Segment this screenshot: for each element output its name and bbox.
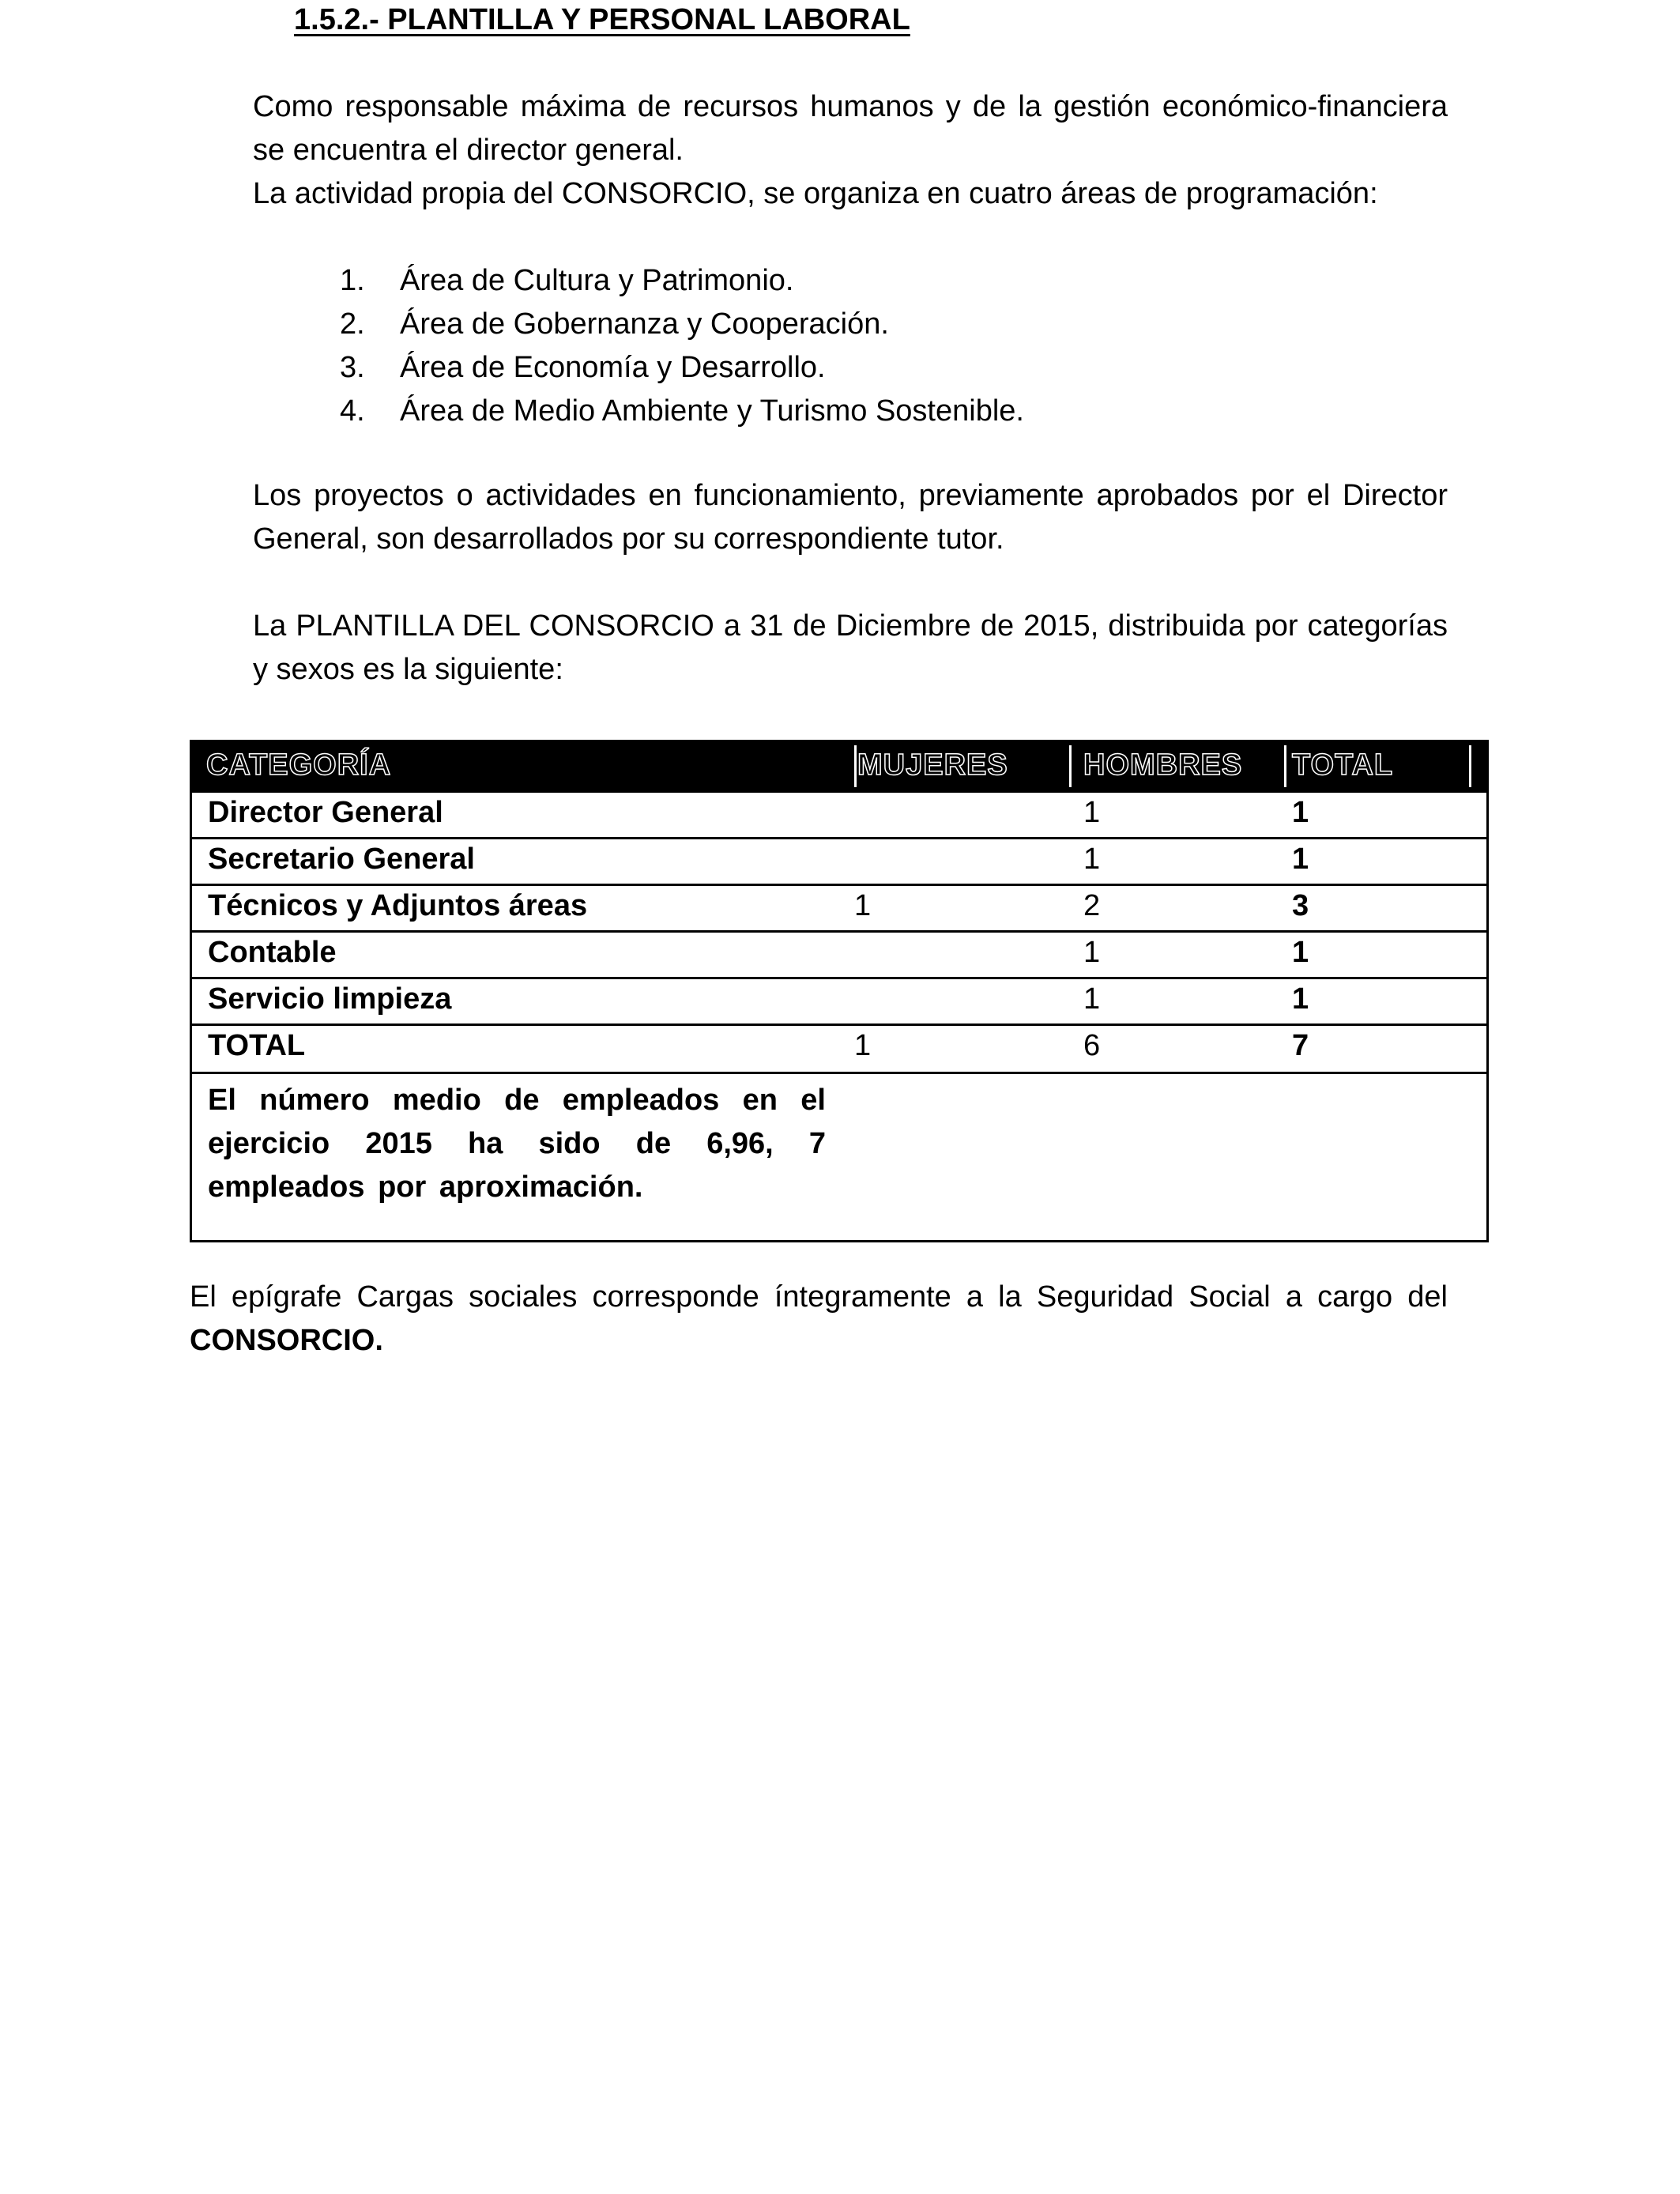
paragraph-activity: La actividad propia del CONSORCIO, se organiza en cuatro áreas de programación: xyxy=(253,177,1378,210)
cell-categoria: Contable xyxy=(208,936,337,969)
list-label: Área de Economía y Desarrollo. xyxy=(400,351,826,384)
header-divider xyxy=(1284,745,1286,787)
header-mujeres: MUJERES xyxy=(857,748,1008,782)
table-row-total xyxy=(192,1023,1486,1070)
cell-categoria: TOTAL xyxy=(208,1029,306,1062)
average-employees-note: El número medio de empleados en el ejercicio 2015 ha sido de 6,96, 7 empleados por aproximación. xyxy=(208,1084,826,1204)
cell-categoria: Secretario General xyxy=(208,843,475,876)
section-heading: 1.5.2.- PLANTILLA Y PERSONAL LABORAL xyxy=(294,3,910,36)
cell-total: 1 xyxy=(1292,843,1309,876)
cell-categoria: Servicio limpieza xyxy=(208,982,452,1016)
header-divider xyxy=(854,745,857,787)
table-row xyxy=(192,884,1486,930)
table-note-row xyxy=(192,1072,1486,1240)
cell-mujeres: 1 xyxy=(854,889,872,922)
staff-table xyxy=(190,740,1489,1242)
header-hombres: HOMBRES xyxy=(1083,748,1243,782)
cell-total: 3 xyxy=(1292,889,1309,922)
table-row xyxy=(192,790,1486,837)
cell-total: 1 xyxy=(1292,796,1309,829)
list-item xyxy=(340,346,1024,390)
paragraph-responsible: Como responsable máxima de recursos humanos y de la gestión económico-financiera se encuentra el director general. xyxy=(253,90,1448,167)
cell-total: 1 xyxy=(1292,982,1309,1016)
list-number: 2. xyxy=(340,307,365,341)
list-item xyxy=(340,390,1024,433)
table-row xyxy=(192,930,1486,977)
list-number: 1. xyxy=(340,264,365,297)
paragraph-projects: Los proyectos o actividades en funcionamiento, previamente aprobados por el Director General, son desarrollados por su correspondiente tutor. xyxy=(253,479,1448,556)
cell-hombres: 1 xyxy=(1083,982,1101,1016)
table-row xyxy=(192,837,1486,884)
cell-hombres: 1 xyxy=(1083,796,1101,829)
cell-mujeres: 1 xyxy=(854,1029,872,1062)
table-row xyxy=(192,977,1486,1023)
paragraph-staff-intro: La PLANTILLA DEL CONSORCIO a 31 de Diciembre de 2015, distribuida por categorías y sexos es la siguiente: xyxy=(253,609,1448,686)
cell-hombres: 6 xyxy=(1083,1029,1101,1062)
cell-hombres: 1 xyxy=(1083,936,1101,969)
cell-categoria: Director General xyxy=(208,796,443,829)
list-item xyxy=(340,303,1024,346)
cell-hombres: 1 xyxy=(1083,843,1101,876)
table-header xyxy=(192,742,1486,790)
list-label: Área de Medio Ambiente y Turismo Sostenible. xyxy=(400,394,1024,428)
paragraph-closing xyxy=(190,1276,1448,1363)
cell-total: 1 xyxy=(1292,936,1309,969)
cell-hombres: 2 xyxy=(1083,889,1101,922)
list-number: 4. xyxy=(340,394,365,428)
list-number: 3. xyxy=(340,351,365,384)
areas-list xyxy=(340,259,1024,433)
header-total: TOTAL xyxy=(1292,748,1394,782)
closing-bold: CONSORCIO. xyxy=(190,1324,383,1357)
cell-total: 7 xyxy=(1292,1029,1309,1062)
list-label: Área de Cultura y Patrimonio. xyxy=(400,264,794,297)
closing-text: El epígrafe Cargas sociales corresponde íntegramente a la Seguridad Social a cargo del xyxy=(190,1280,1448,1314)
header-divider xyxy=(1469,745,1471,787)
header-divider xyxy=(1069,745,1072,787)
cell-categoria: Técnicos y Adjuntos áreas xyxy=(208,889,588,922)
list-item xyxy=(340,259,1024,303)
header-categoria: CATEGORÍA xyxy=(206,748,392,782)
list-label: Área de Gobernanza y Cooperación. xyxy=(400,307,889,341)
